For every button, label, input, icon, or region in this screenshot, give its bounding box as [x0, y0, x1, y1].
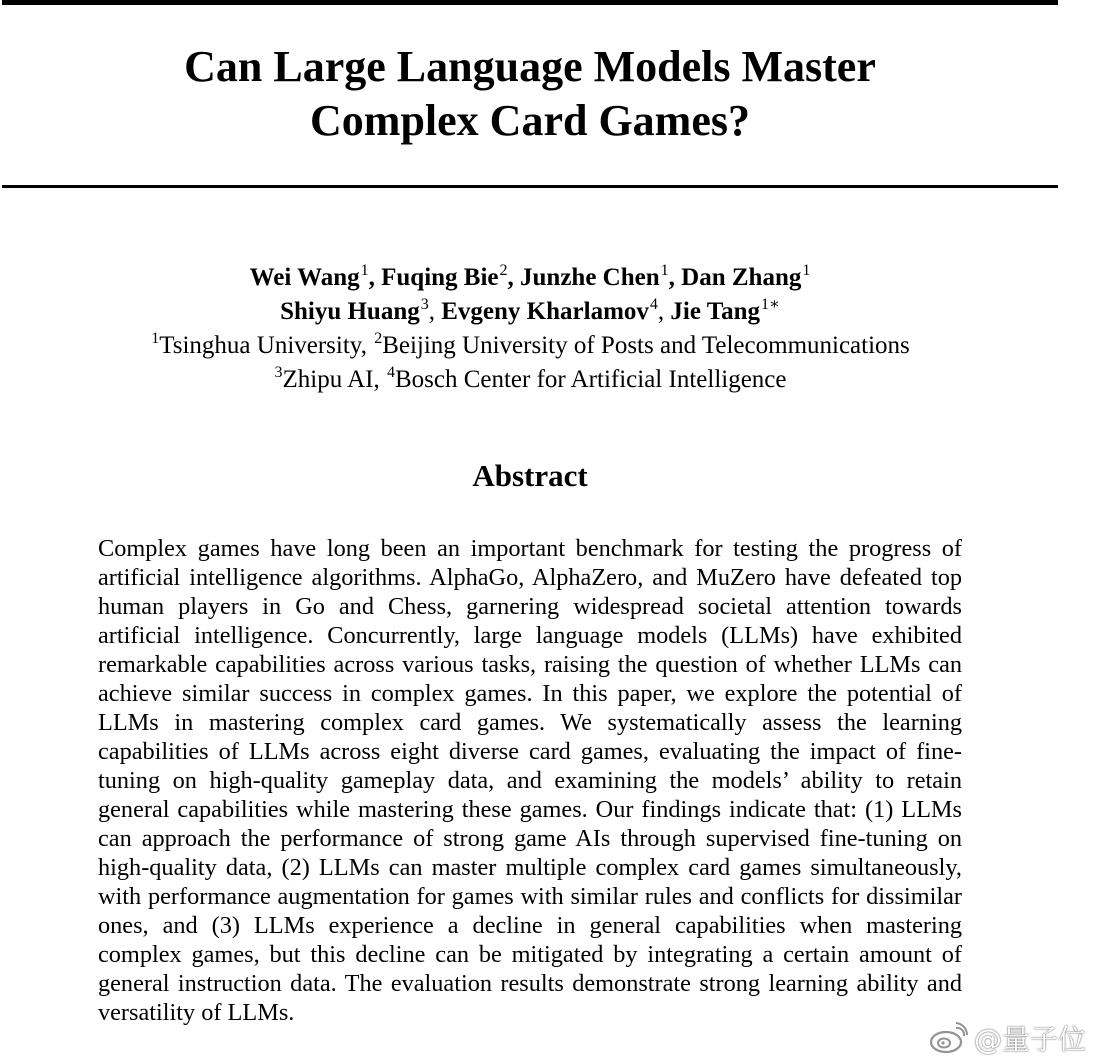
author-line-1: [0, 262, 1060, 296]
author-name: Junzhe Chen: [520, 264, 660, 291]
top-rule: [2, 0, 1058, 5]
affiliation-name: Beijing University of Posts and Telecommunications: [382, 332, 910, 359]
author-sup: 1∗: [761, 296, 780, 313]
weibo-icon: [928, 1022, 968, 1054]
watermark-text: @量子位: [974, 1023, 1087, 1056]
author-sep: ,: [507, 264, 521, 291]
affiliation-name: Zhipu AI: [282, 366, 374, 393]
author-sep: ,: [668, 264, 682, 291]
author-name: Evgeny Kharlamov: [441, 298, 649, 325]
author-sep: ,: [657, 298, 671, 325]
affiliation-sep: ,: [373, 366, 386, 393]
affiliation-sep: ,: [360, 332, 374, 359]
author-name: Wei Wang: [249, 264, 360, 291]
title-line-2: Complex Card Games?: [310, 96, 750, 145]
author-sup: 4: [649, 296, 658, 313]
author-line-2: [0, 296, 1060, 330]
author-sep: ,: [428, 298, 442, 325]
title-bottom-rule: [2, 185, 1058, 188]
abstract-heading: Abstract: [472, 458, 588, 493]
author-sep: ,: [368, 264, 382, 291]
author-sup: 1: [360, 262, 369, 279]
author-sup: 3: [420, 296, 429, 313]
author-name: Dan Zhang: [681, 264, 802, 291]
paper-title: [0, 40, 1060, 148]
author-name: Jie Tang: [670, 298, 761, 325]
abstract-body: Complex games have long been an important benchmark for testing the progress of artificial intelligence algorithms. AlphaGo, AlphaZero, and MuZero have defeated top human players in Go and Chess, garnering widespread societal attention towards artificial intelligence. Concurrently, large language models (LLMs) have exhibited remarkable capabilities across various tasks, raising the question of whether LLMs can achieve similar success in complex games. In this paper, we explore the potential of LLMs in mastering complex card games. We systematically assess the learning capabilities of LLMs across eight diverse card games, evaluating the impact of fine-tuning on high-quality gameplay data, and examining the models’ ability to retain general capabilities while mastering these games. Our findings indicate that: (1) LLMs can approach the performance of strong game AIs through supervised fine-tuning on high-quality data, (2) LLMs can master multiple complex card games simultaneously, with performance augmentation for games with similar rules and conflicts for dissimilar ones, and (3) LLMs experience a decline in general capabilities when mastering complex games, but this decline can be mitigated by integrating a certain amount of general instruction data. The evaluation results demonstrate strong learning ability and versatility of LLMs.: [98, 535, 962, 1026]
affiliation-sup: 1: [151, 330, 160, 347]
watermark: [928, 1018, 1086, 1058]
affiliation-line-1: [0, 330, 1060, 364]
title-line-1: Can Large Language Models Master: [184, 42, 876, 91]
affiliation-name: Bosch Center for Artificial Intelligence: [394, 366, 787, 393]
affiliation-line-2: [0, 364, 1060, 398]
author-name: Shiyu Huang: [280, 298, 420, 325]
author-name: Fuqing Bie: [381, 264, 499, 291]
affiliation-sup: 4: [386, 364, 395, 381]
affiliation-sup: 3: [274, 364, 283, 381]
affiliation-name: Tsinghua University: [159, 332, 361, 359]
author-sup: 2: [499, 262, 508, 279]
author-sup: 1: [802, 262, 811, 279]
author-block: [0, 262, 1060, 398]
affiliation-sup: 2: [374, 330, 383, 347]
author-sup: 1: [660, 262, 669, 279]
